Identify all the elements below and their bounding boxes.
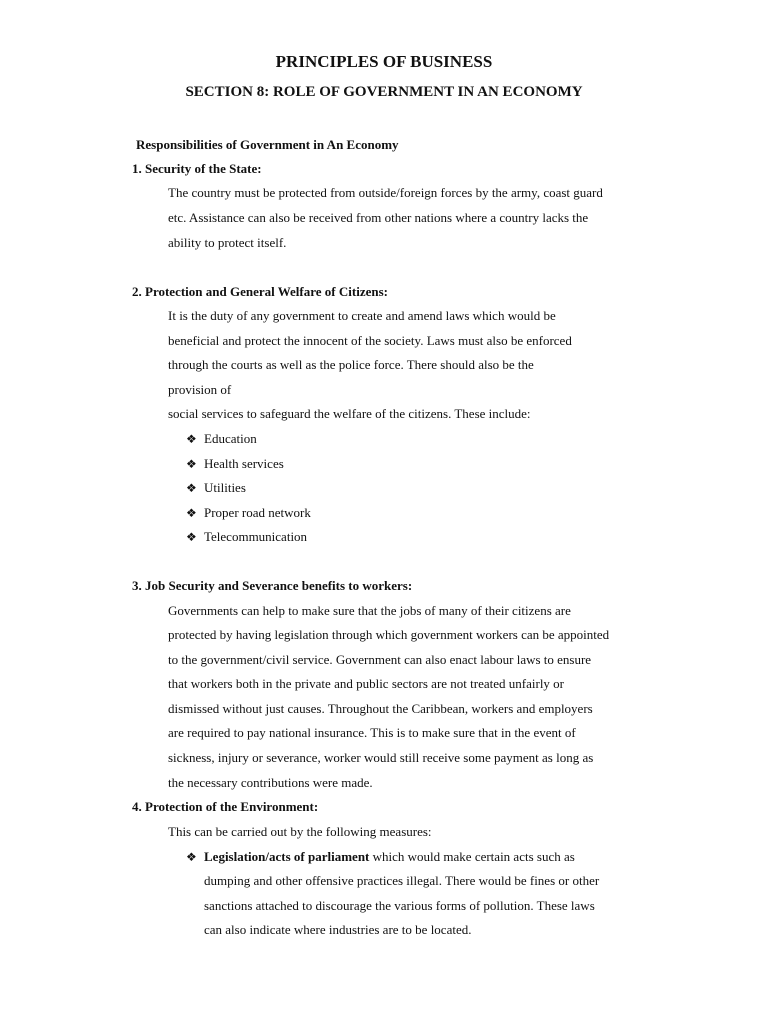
- section-3-line: protected by having legislation through which government workers can be appointed: [168, 627, 610, 642]
- list-item-label: Proper road network: [204, 505, 311, 520]
- list-item: [186, 456, 284, 472]
- list-item: [186, 529, 307, 545]
- section-1-line: The country must be protected from outside/foreign forces by the army, coast guard: [168, 185, 603, 200]
- section-3-line: to the government/civil service. Government can also enact labour laws to ensure: [168, 652, 592, 667]
- bullet-icon: ❖: [186, 432, 197, 446]
- bullet-icon: ❖: [186, 850, 197, 864]
- section-2-line: beneficial and protect the innocent of the society. Laws must also be enforced: [168, 333, 572, 348]
- section-3-heading: 3. Job Security and Severance benefits to workers:: [132, 578, 413, 593]
- section-2-heading: 2. Protection and General Welfare of Citizens:: [132, 284, 388, 299]
- list-item: [186, 431, 257, 447]
- list-item-bold-label: Legislation/acts of parliament: [204, 849, 370, 864]
- intro-heading: Responsibilities of Government in An Economy: [136, 137, 399, 152]
- list-item: [186, 505, 311, 521]
- section-3-line: the necessary contributions were made.: [168, 775, 373, 790]
- section-2-line: It is the duty of any government to create and amend laws which would be: [168, 308, 556, 323]
- section-4-line: can also indicate where industries are to be located.: [204, 922, 472, 937]
- list-item: [186, 480, 246, 496]
- list-item-label: Utilities: [204, 480, 246, 495]
- section-4-line: dumping and other offensive practices illegal. There would be fines or other: [204, 873, 600, 888]
- section-2-line: through the courts as well as the police force. There should also be the: [168, 357, 534, 372]
- section-title: SECTION 8: ROLE OF GOVERNMENT IN AN ECONOMY: [185, 84, 583, 100]
- section-4-heading: 4. Protection of the Environment:: [132, 799, 319, 814]
- list-item-label: which would make certain acts such as: [369, 849, 575, 864]
- section-2-line: social services to safeguard the welfare of the citizens. These include:: [168, 406, 531, 421]
- section-3-line: dismissed without just causes. Throughout the Caribbean, workers and employers: [168, 701, 593, 716]
- list-item: [186, 849, 575, 865]
- section-1-heading: 1. Security of the State:: [132, 161, 262, 176]
- section-4-intro: This can be carried out by the following measures:: [168, 824, 432, 839]
- section-1-line: etc. Assistance can also be received from other nations where a country lacks the: [168, 210, 589, 225]
- bullet-icon: ❖: [186, 457, 197, 471]
- list-item-label: Health services: [204, 456, 284, 471]
- bullet-icon: ❖: [186, 530, 197, 544]
- list-item-label: Telecommunication: [204, 529, 308, 544]
- bullet-icon: ❖: [186, 481, 197, 495]
- section-1-line: ability to protect itself.: [168, 235, 287, 250]
- section-2-line: provision of: [168, 382, 232, 397]
- page-title: PRINCIPLES OF BUSINESS: [275, 52, 493, 71]
- section-3-line: that workers both in the private and public sectors are not treated unfairly or: [168, 676, 565, 691]
- list-item-label: Education: [204, 431, 257, 446]
- bullet-icon: ❖: [186, 506, 197, 520]
- section-3-line: sickness, injury or severance, worker would still receive some payment as long as: [168, 750, 594, 765]
- section-3-line: Governments can help to make sure that the jobs of many of their citizens are: [168, 603, 571, 618]
- section-3-line: are required to pay national insurance. This is to make sure that in the event of: [168, 725, 576, 740]
- section-4-line: sanctions attached to discourage the various forms of pollution. These laws: [204, 898, 595, 913]
